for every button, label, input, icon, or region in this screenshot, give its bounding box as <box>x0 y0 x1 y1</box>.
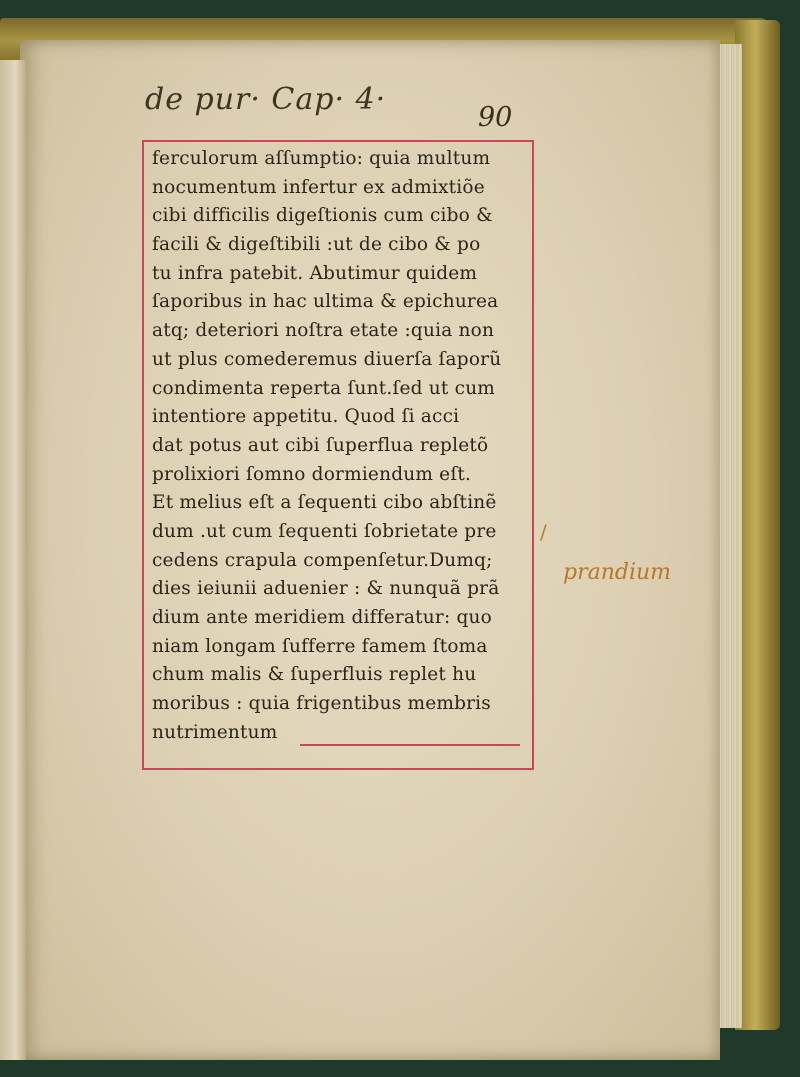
text-line: condimenta reperta ſunt.ſed ut cum <box>152 377 496 399</box>
text-line: niam longam ſufferre famem ſtoma <box>152 635 488 657</box>
text-line: ferculorum aſſumptio: quia multum <box>152 148 491 169</box>
marginal-mark: / <box>540 520 547 544</box>
text-line: chum malis & ſuperfluis replet hu <box>152 664 477 686</box>
text-line: moribus : quia frigentibus membris <box>152 693 491 715</box>
text-line: dies ieiunii aduenier : & nunquã prã <box>152 578 500 600</box>
left-page-edge <box>0 60 26 1060</box>
folio-number: 90 <box>478 102 513 133</box>
text-line: ſaporibus in hac ultima & epichurea <box>152 291 499 313</box>
text-line: dum .ut cum ſequenti ſobrietate pre <box>152 520 497 542</box>
text-line: tu infra patebit. Abutimur quidem <box>152 262 478 284</box>
line-filler-rule <box>300 744 520 746</box>
text-line: dat potus aut cibi ſuperflua repletõ <box>152 434 489 456</box>
marginal-note: prandium <box>563 560 672 585</box>
text-line: intentiore appetitu. Quod ſi acci <box>152 406 460 428</box>
text-line: facili & digeſtibili :ut de cibo & po <box>152 234 481 256</box>
running-head: de pur· Cap· 4· <box>145 82 387 117</box>
text-line: ut plus comederemus diuerſa ſaporũ <box>152 348 502 370</box>
text-line: atq; deteriori noſtra etate :quia non <box>152 320 495 342</box>
text-line: cibi difficilis digeſtionis cum cibo & <box>152 205 493 227</box>
text-line-last: nutrimentum <box>152 721 278 743</box>
text-line: prolixiori ſomno dormiendum eſt. <box>152 463 472 485</box>
text-block <box>152 145 532 747</box>
text-line: cedens crapula compenſetur.Dumq; <box>152 549 493 571</box>
text-line: dium ante meridiem differatur: quo <box>152 607 492 628</box>
text-line: nocumentum infertur ex admixtiõe <box>152 176 485 198</box>
text-line: Et melius eſt a ſequenti cibo abſtinẽ <box>152 492 497 514</box>
